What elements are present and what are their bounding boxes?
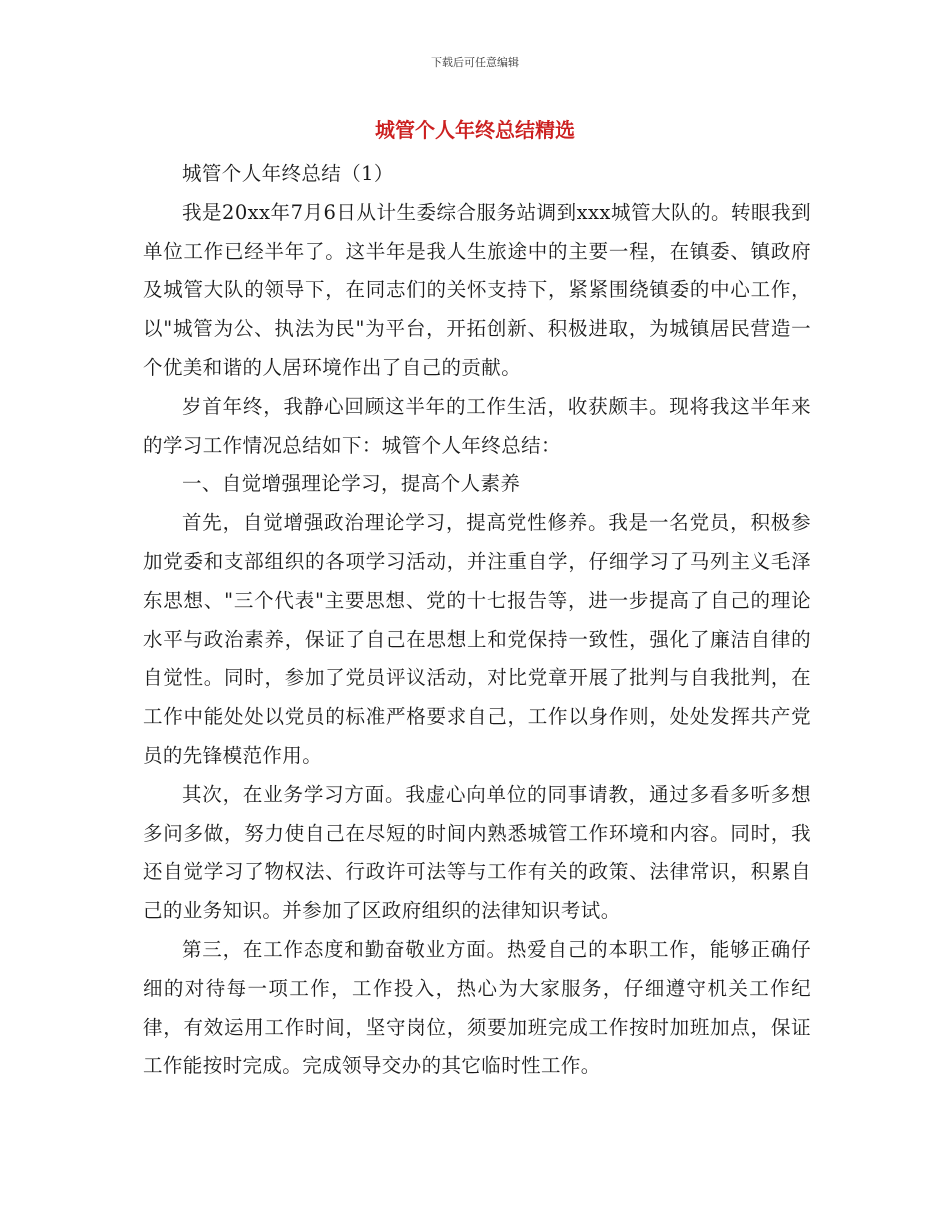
paragraph: 首先，自觉增强政治理论学习，提高党性修养。我是一名党员，积极参加党委和支部组织的各项学习活动，并注重自学，仔细学习了马列主义毛泽东思想、"三个代表"主要思想、党的十七报告等，进一步提高了自己的理论水平与政治素养，保证了自己在思想上和党保持一致性，强化了廉洁自律的自觉性。同时，参加了党员评议活动，对比党章开展了批判与自我批判，在工作中能处处以党员的标准严格要求自己，工作以身作则，处处发挥共产党员的先锋模范作用。 xyxy=(143,511,811,767)
document-body xyxy=(143,155,811,1086)
paragraph: 岁首年终，我静心回顾这半年的工作生活，收获颇丰。现将我这半年来的学习工作情况总结如下：城管个人年终总结： xyxy=(143,394,811,457)
section-heading: 一、自觉增强理论学习，提高个人素养 xyxy=(182,472,521,496)
paragraph: 其次，在业务学习方面。我虚心向单位的同事请教，通过多看多听多想多问多做，努力使自己在尽短的时间内熟悉城管工作环境和内容。同时，我还自觉学习了物权法、行政许可法等与工作有关的政策、法律常识，积累自己的业务知识。并参加了区政府组织的法律知识考试。 xyxy=(143,782,811,923)
document-title: 城管个人年终总结精选 xyxy=(375,118,575,142)
section-subtitle: 城管个人年终总结（1） xyxy=(182,162,394,185)
paragraph: 第三，在工作态度和勤奋敬业方面。热爱自己的本职工作，能够正确仔细的对待每一项工作，工作投入，热心为大家服务，仔细遵守机关工作纪律，有效运用工作时间，坚守岗位，须要加班完成工作按时加班加点，保证工作能按时完成。完成领导交办的其它临时性工作。 xyxy=(143,937,811,1078)
paragraph: 我是20xx年7月6日从计生委综合服务站调到xxx城管大队的。转眼我到单位工作已经半年了。这半年是我人生旅途中的主要一程，在镇委、镇政府及城管大队的领导下，在同志们的关怀支持下，紧紧围绕镇委的中心工作，以"城管为公、执法为民"为平台，开拓创新、积极进取，为城镇居民营造一个优美和谐的人居环境作出了自己的贡献。 xyxy=(143,200,811,379)
header-note: 下载后可任意编辑 xyxy=(431,56,519,69)
